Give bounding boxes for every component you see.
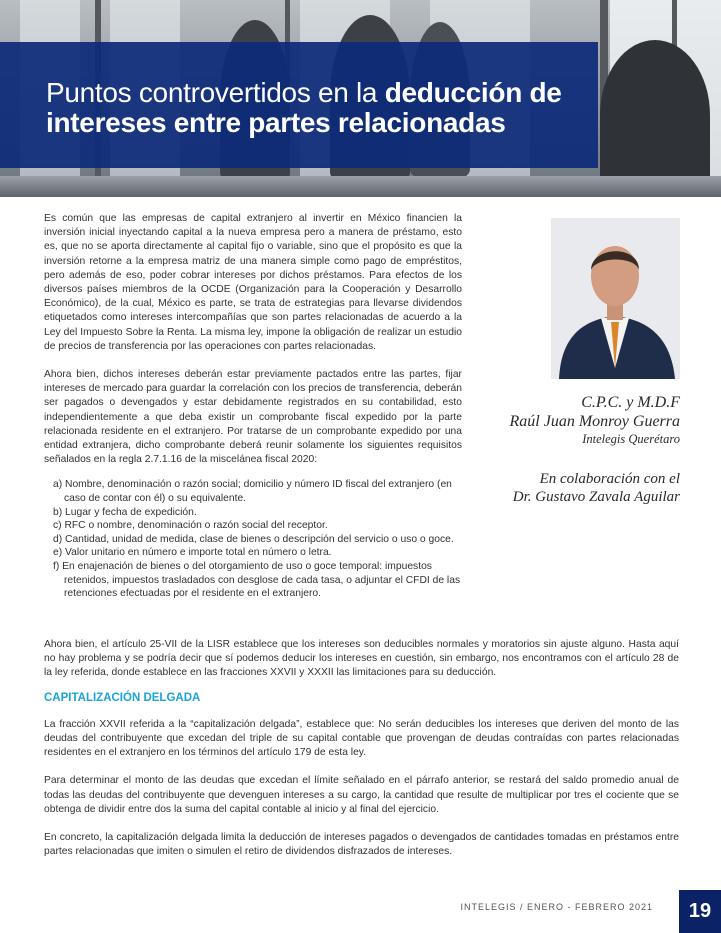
author-photo — [551, 218, 680, 379]
author-block — [460, 393, 680, 447]
list-item: f) En enajenación de bienes o del otorgamiento de uso o goce temporal: impuestos retenidos, impuestos trasladados con desglose de cada tasa, o adjuntar el CFDI de las retenciones efectuadas por el residente en el extranjero. — [53, 561, 461, 600]
author-office: Intelegis Querétaro — [582, 432, 680, 446]
intro-paragraph-2: Ahora bien, dichos intereses deberán estar previamente pactados entre las partes, fijar intereses de mercado para guardar la correlación con los precios de transferencia, deberán ser pagados o devengados y estar debidamente registrados en su contabilidad, esto independientemente a que deba existir un comprobante fiscal expedido por la parte relacionada residente en el extranjero. Por tratarse de un comprobante expedido por una entidad extranjera, dicho comprobante deberá reunir solamente los siguientes requisitos señalados en la regla 2.7.1.16 de la miscelánea fiscal 2020: — [44, 369, 462, 466]
body-paragraph-4: La fracción XXVII referida a la “capitalización delgada”, establece que: No serán deducibles los intereses que deriven del monto de las deudas del contribuyente que excedan del triple de su capital contable que provengan de deudas contraídas con partes relacionadas residentes en el extranjero en los términos del artículo 179 de esta ley. — [44, 718, 679, 759]
body-paragraph-6: En concreto, la capitalización delgada limita la deducción de intereses pagados o devengados de cantidades tomadas en préstamos entre partes relacionadas que imiten o simulen el retiro de dividendos disfrazados de intereses. — [44, 832, 679, 858]
list-item: e) Valor unitario en número e importe total en número o letra. — [53, 547, 332, 559]
intro-paragraph-1: Es común que las empresas de capital extranjero al invertir en México financien la inversión inicial inyectando capital a la nueva empresa pero a manera de préstamo, esto es, que no se aporta directamente al capital fijo o variable, sino que el propósito es que la inversión retorne a la empresa matriz de una manera simple como pago de empréstitos, pero además de eso, poder cobrar intereses por dichos préstamos. Para efectos de los diversos países miembros de la OCDE (Organización para la Cooperación y Desarrollo Económico), de la cual, México es parte, se trata de estrategias para llevarse dividendos etiquetados como intereses intercompañías que son partes relacionadas de acuerdo a la Ley del Impuesto Sobre la Renta. La misma ley, impone la obligación de realizar un estudio de precios de transferencia por las operaciones con partes relacionadas. — [44, 213, 462, 352]
requirements-list — [44, 478, 462, 600]
body-column — [44, 638, 679, 859]
collaboration-block — [460, 470, 680, 506]
page-number: 19 — [679, 890, 721, 933]
list-item: a) Nombre, denominación o razón social; domicilio y número ID fiscal del extranjero (en caso de contar con él) o su equivalente. — [53, 479, 452, 505]
list-item: c) RFC o nombre, denominación o razón social del receptor. — [53, 520, 328, 532]
article-title — [46, 78, 566, 138]
list-item: b) Lugar y fecha de expedición. — [53, 506, 197, 518]
publication-footer: INTELEGIS / ENERO - FEBRERO 2021 — [460, 902, 653, 912]
author-credentials: C.P.C. y M.D.F — [581, 394, 680, 411]
list-item: d) Cantidad, unidad de medida, clase de bienes o descripción del servicio o uso o goce. — [53, 533, 454, 545]
intro-column — [44, 212, 462, 601]
title-bold-part: deducción de intereses entre partes relacionadas — [46, 77, 562, 138]
collaborator-name: Dr. Gustavo Zavala Aguilar — [512, 489, 680, 505]
collaboration-line: En colaboración con el — [539, 471, 680, 487]
body-paragraph-5: Para determinar el monto de las deudas que excedan el límite señalado en el párrafo anterior, se restará del saldo promedio anual de todas las deudas del contribuyente que devenguen intereses a su cargo, la cantidad que resulte de multiplicar por tres el cociente que se obtenga de dividir entre dos la suma del capital contable al inicio y al final del ejercicio. — [44, 775, 679, 815]
body-paragraph-3: Ahora bien, el artículo 25-VII de la LISR establece que los intereses son deducibles normales y moratorios sin ajuste alguno. Hasta aquí no hay problema y se podría decir que sí podemos deducir los intereses en cuestión, sin embargo, nos encontramos con el artículo 28 de la ley referida, donde establece en las fracciones XXVII y XXXII las limitaciones para su deducción. — [44, 639, 679, 679]
title-normal-part: Puntos controvertidos en la — [46, 77, 385, 108]
author-name: Raúl Juan Monroy Guerra — [509, 413, 680, 430]
section-heading: CAPITALIZACIÓN DELGADA — [44, 691, 201, 704]
